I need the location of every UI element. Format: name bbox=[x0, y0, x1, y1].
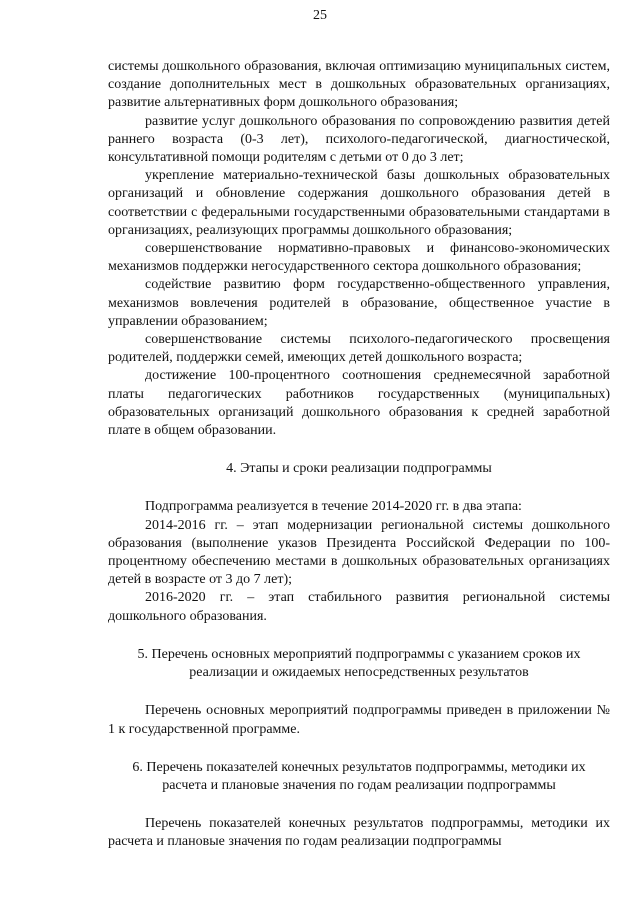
document-body bbox=[108, 58, 610, 852]
paragraph: 2016-2020 гг. – этап стабильного развития региональной системы дошкольного образования. bbox=[108, 590, 610, 624]
section-4-heading: 4. Этапы и сроки реализации подпрограммы bbox=[226, 461, 492, 477]
paragraph: Перечень показателей конечных результатов подпрограммы, методики их расчета и плановые значения по годам реализации подпрограммы bbox=[108, 816, 610, 850]
section-5-heading bbox=[108, 646, 610, 682]
section-5-heading-line: реализации и ожидаемых непосредственных результатов bbox=[189, 665, 529, 681]
section-5-heading-line: 5. Перечень основных мероприятий подпрограммы с указанием сроков их bbox=[137, 646, 581, 662]
paragraph: содействие развитию форм государственно-общественного управления, механизмов вовлечения родителей в образование, общественное участие в управлении образованием; bbox=[108, 277, 610, 329]
paragraph: 2014-2016 гг. – этап модернизации региональной системы дошкольного образования (выполнение указов Президента Российской Федерации по 100-процентному обеспечению местами в дошкольных образовательных организациях детей в возрасте от 3 до 7 лет); bbox=[108, 517, 610, 588]
paragraph: совершенствование нормативно-правовых и финансово-экономических механизмов поддержки негосударственного сектора дошкольного образования; bbox=[108, 241, 610, 275]
section-6-heading-line: 6. Перечень показателей конечных результатов подпрограммы, методики их bbox=[132, 759, 586, 775]
paragraph: укрепление материально-технической базы дошкольных образовательных организаций и обновление содержания дошкольного образования детей в соответствии с федеральными государственными образовательными стандартами в организациях, реализующих программы дошкольного образования; bbox=[108, 168, 610, 238]
section-6-heading-line: расчета и плановые значения по годам реализации подпрограммы bbox=[162, 777, 556, 793]
paragraph: достижение 100-процентного соотношения среднемесячной заработной платы педагогических работников государственных (муниципальных) образовательных организаций дошкольного образования к средней заработной плате в общем образовании. bbox=[108, 368, 610, 439]
paragraph: развитие услуг дошкольного образования по сопровождению развития детей раннего возраста (0-3 лет), психолого-педагогической, диагностической, консультативной помощи родителям с детьми от 0 до 3 лет; bbox=[108, 113, 610, 166]
paragraph: совершенствование системы психолого-педагогического просвещения родителей, поддержки семей, имеющих детей дошкольного возраста; bbox=[108, 332, 610, 366]
page-number: 25 bbox=[313, 8, 327, 23]
paragraph: Перечень основных мероприятий подпрограммы приведен в приложении № 1 к государственной программе. bbox=[108, 703, 610, 737]
paragraph-continued: системы дошкольного образования, включая оптимизацию муниципальных систем, создание дополнительных мест в дошкольных образовательных организациях, развитие альтернативных форм дошкольного образования; bbox=[108, 59, 610, 111]
paragraph: Подпрограмма реализуется в течение 2014-2020 гг. в два этапа: bbox=[145, 499, 522, 515]
section-6-heading bbox=[108, 759, 610, 795]
